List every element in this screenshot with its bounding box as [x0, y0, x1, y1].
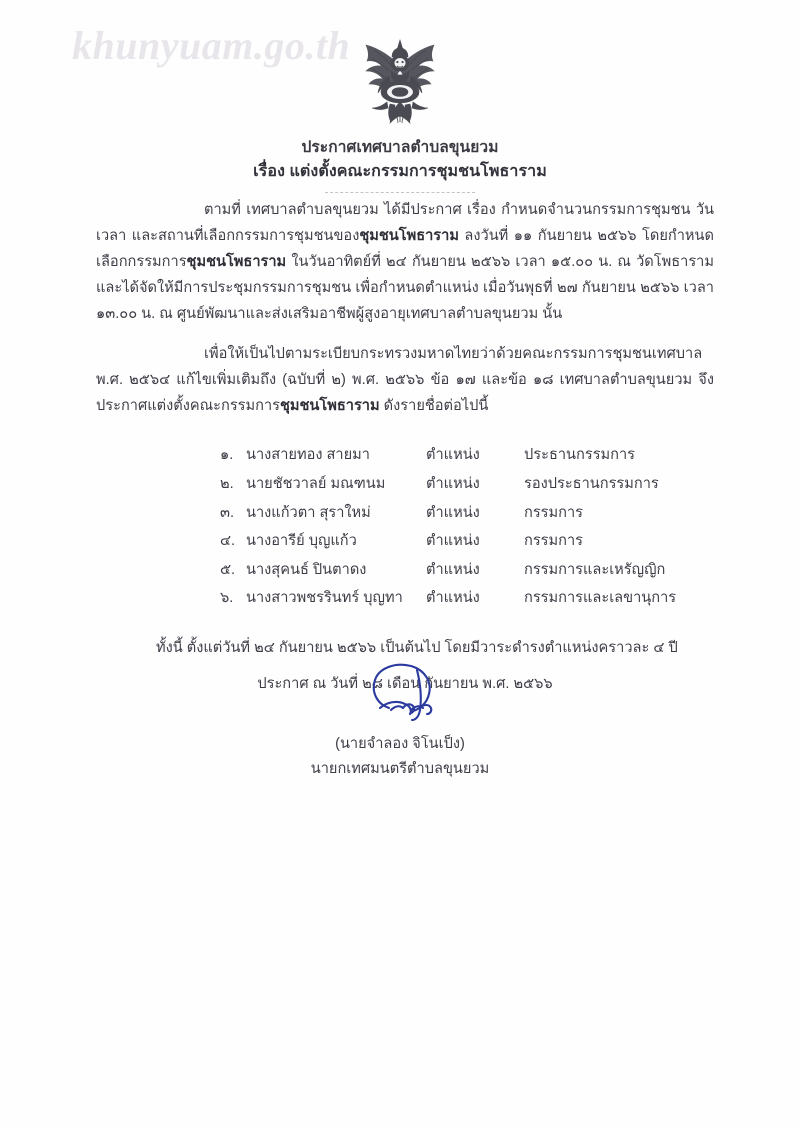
- member-name: นางอารีย์ บุญแก้ว: [246, 533, 357, 550]
- paragraph-1-seg-2: ลงวันที่ ๑๑ กันยายน ๒๕๖๖ โดยกำหนดเลือกกรรมการ: [96, 227, 714, 270]
- table-row: [96, 585, 714, 614]
- position-label: ตำแหน่ง: [426, 447, 480, 464]
- member-role: กรรมการ: [524, 504, 584, 521]
- paragraph-1-seg-3: ในวันอาทิตย์ที่ ๒๔ กันยายน ๒๕๖๖ เวลา ๑๕.๐๐ น. ณ วัดโพธาราม และได้จัดให้มีการประชุมกรรมการชุมชน เพื่อกำหนดตำแหน่ง เมื่อวันพุธที่ ๒๗ กันยายน ๒๕๖๖ เวลา ๑๓.๐๐ น. ณ ศูนย์พัฒนาและส่งเสริมอาชีพผู้สูงอายุเทศบาลตำบลขุนยวม นั้น: [96, 253, 714, 322]
- document-subject: เรื่อง แต่งตั้งคณะกรรมการชุมชนโพธาราม: [253, 163, 547, 181]
- member-role: กรรมการและเลขานุการ: [524, 590, 677, 607]
- garuda-emblem: [344, 26, 456, 138]
- member-number: ๖.: [220, 590, 234, 607]
- member-name: นางสาวพชรรินทร์ บุญทา: [246, 590, 403, 607]
- paragraph-1-seg-1: ตามที่ เทศบาลตำบลขุนยวม ได้มีประกาศ เรื่อง กำหนดจำนวนกรรมการชุมชน วัน เวลา และสถานที่เลือกกรรมการชุมชนของ: [96, 202, 714, 244]
- member-number: ๒.: [220, 475, 234, 492]
- announced-date-text: ประกาศ ณ วันที่ ๒๘ เดือน กันยายน พ.ศ. ๒๕๖๖: [257, 675, 553, 692]
- emblem-container: [0, 26, 800, 138]
- handwritten-signature-icon: [325, 652, 475, 730]
- header-divider: [325, 192, 475, 193]
- page-title: ประกาศเทศบาลตำบลขุนยวม: [301, 139, 499, 156]
- member-name: นางสายทอง สายมา: [246, 447, 370, 464]
- document-header: [0, 136, 800, 193]
- position-label: ตำแหน่ง: [426, 475, 480, 492]
- table-row: [96, 499, 714, 528]
- member-name: นางสุคนธ์ ปินตาดง: [246, 561, 367, 578]
- committee-members-body: [96, 442, 714, 614]
- paragraph-1: [96, 198, 714, 328]
- paragraph-2-seg-2: ดังรายชื่อต่อไปนี้: [379, 397, 489, 414]
- site-watermark: khunyuam.go.th: [72, 23, 351, 68]
- document-body: [96, 198, 714, 698]
- signature-block: [0, 652, 800, 782]
- member-number: ๑.: [220, 447, 234, 464]
- member-name: นางแก้วตา สุราใหม่: [246, 504, 371, 521]
- member-name: นายชัชวาลย์ มณฑนม: [246, 475, 386, 492]
- table-row: [96, 528, 714, 557]
- member-number: ๔.: [220, 533, 236, 550]
- table-row: [96, 470, 714, 499]
- paragraph-1-emphasis-2: ชุมชนโพธาราม: [186, 253, 287, 270]
- committee-members-table: [96, 442, 714, 614]
- signature-mark-container: [0, 652, 800, 730]
- paragraph-2-seg-1: เพื่อให้เป็นไปตามระเบียบกระทรวงมหาดไทยว่าด้วยคณะกรรมการชุมชนเทศบาล พ.ศ. ๒๕๖๔ แก้ไขเพิ่มเติมถึง (ฉบับที่ ๒) พ.ศ. ๒๕๖๖ ข้อ ๑๗ และข้อ ๑๘ เทศบาลตำบลขุนยวม จึงประกาศแต่งตั้งคณะกรรมการ: [96, 345, 714, 414]
- member-number: ๓.: [220, 504, 235, 521]
- member-role: ประธานกรรมการ: [524, 447, 636, 464]
- position-label: ตำแหน่ง: [426, 504, 480, 521]
- table-row: [96, 556, 714, 585]
- member-role: กรรมการ: [524, 533, 584, 550]
- paragraph-1-emphasis-1: ชุมชนโพธาราม: [359, 227, 459, 244]
- paragraph-2-emphasis-1: ชุมชนโพธาราม: [280, 397, 380, 414]
- position-label: ตำแหน่ง: [426, 533, 480, 550]
- table-row: [96, 442, 714, 471]
- paragraph-2: [96, 342, 714, 420]
- signer-name: (นายจำลอง จิโนเป็ง): [335, 736, 465, 752]
- effective-date-text: ทั้งนี้ ตั้งแต่วันที่ ๒๔ กันยายน ๒๕๖๖ เป็นต้นไป โดยมีวาระดำรงตำแหน่งคราวละ ๔ ปี: [156, 639, 678, 656]
- member-number: ๕.: [220, 561, 236, 578]
- position-label: ตำแหน่ง: [426, 590, 480, 607]
- member-role: รองประธานกรรมการ: [524, 475, 659, 492]
- position-label: ตำแหน่ง: [426, 561, 480, 578]
- signer-role: นายกเทศมนตรีตำบลขุนยวม: [310, 760, 490, 777]
- member-role: กรรมการและเหรัญญิก: [524, 561, 666, 578]
